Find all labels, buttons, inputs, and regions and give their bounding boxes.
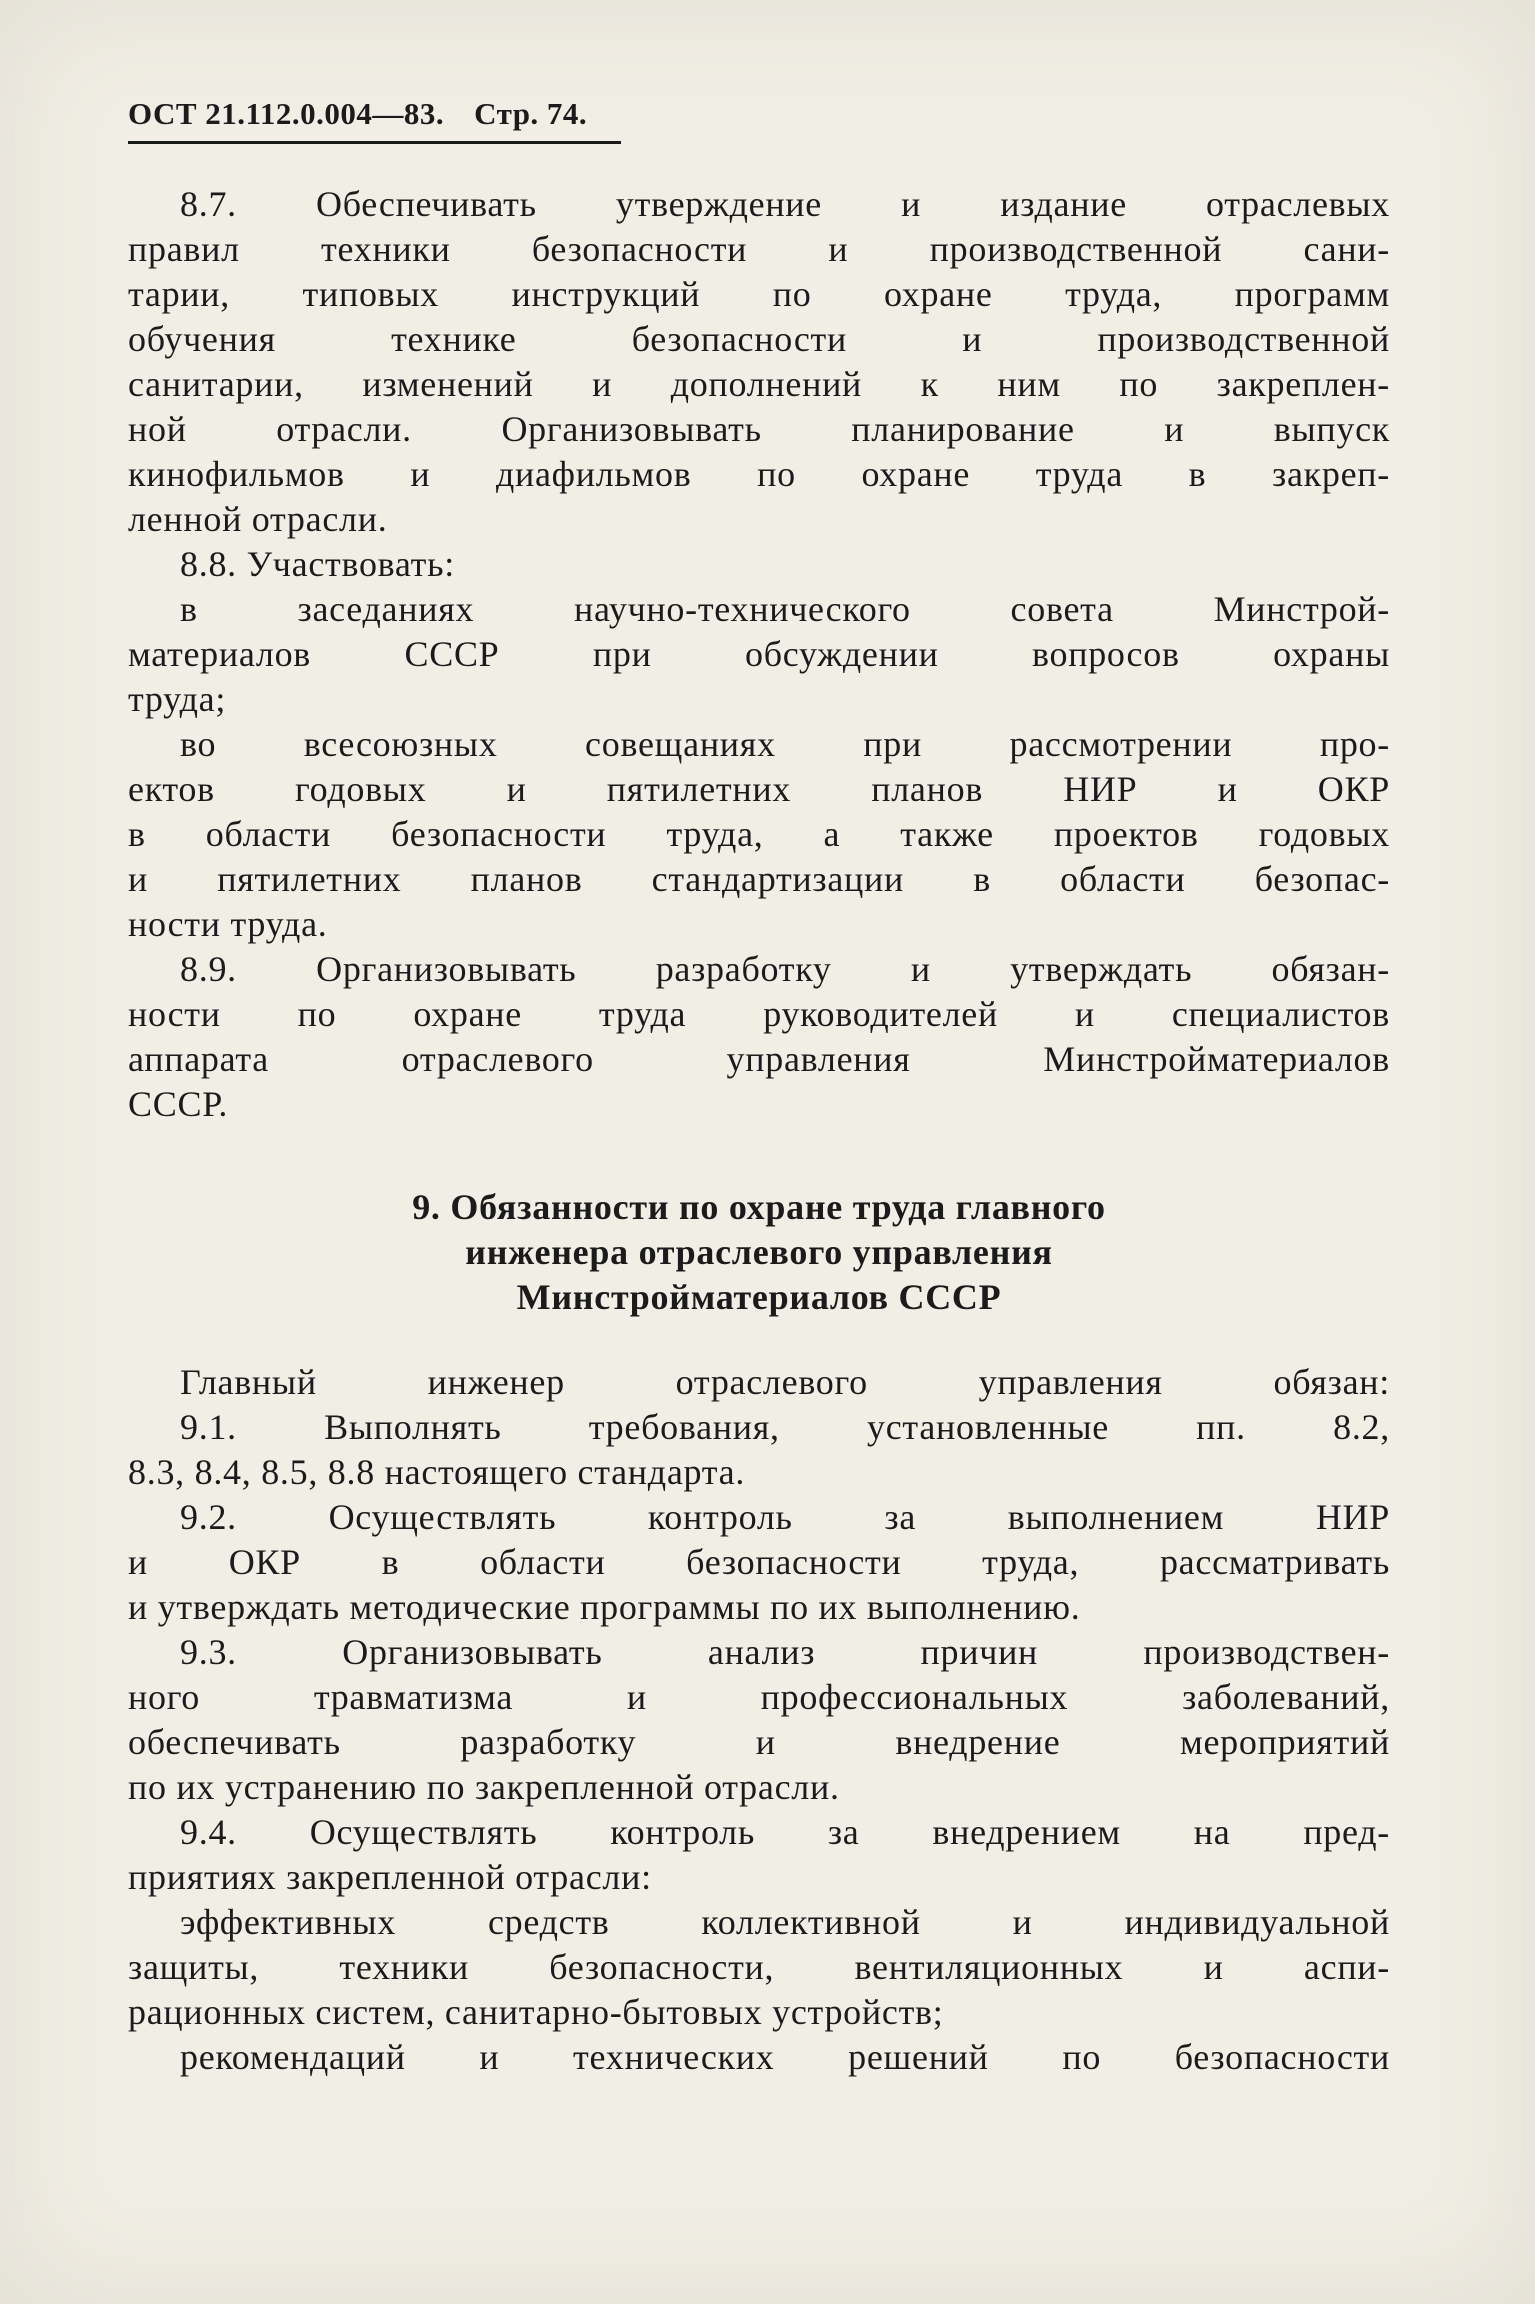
paragraph xyxy=(128,947,1390,1127)
text-line: 9.4. Осуществлять контроль за внедрением на пред- xyxy=(180,1812,1390,1852)
text-line: правил техники безопасности и производственной сани- xyxy=(128,229,1390,269)
text-line: 9.2. Осуществлять контроль за выполнением НИР xyxy=(180,1497,1390,1537)
paragraph xyxy=(128,587,1390,722)
text-line: ленной отрасли. xyxy=(128,499,388,539)
text-line: приятиях закрепленной отрасли: xyxy=(128,1857,652,1897)
heading-line: 9. Обязанности по охране труда главного xyxy=(412,1187,1106,1227)
text-line: и пятилетних планов стандартизации в области безопас- xyxy=(128,859,1390,899)
text-line: обеспечивать разработку и внедрение мероприятий xyxy=(128,1722,1390,1762)
heading-line: Минстройматериалов СССР xyxy=(516,1277,1002,1317)
text-line: и утверждать методические программы по их выполнению. xyxy=(128,1587,1081,1627)
section-heading xyxy=(128,1185,1390,1320)
text-line: по их устранению по закрепленной отрасли. xyxy=(128,1767,840,1807)
text-line: защиты, техники безопасности, вентиляционных и аспи- xyxy=(128,1947,1390,1987)
text-line: 8.7. Обеспечивать утверждение и издание отраслевых xyxy=(180,184,1390,224)
text-line: и ОКР в области безопасности труда, рассматривать xyxy=(128,1542,1390,1582)
paragraph xyxy=(128,1360,1390,1405)
text-line: рекомендаций и технических решений по безопасности xyxy=(180,2037,1390,2077)
text-line: эффективных средств коллективной и индивидуальной xyxy=(180,1902,1390,1942)
paragraph xyxy=(128,1630,1390,1810)
paragraph xyxy=(128,1495,1390,1630)
paragraph xyxy=(128,1810,1390,1900)
paragraph xyxy=(128,542,1390,587)
paragraph xyxy=(128,2035,1390,2080)
header-page-number: Стр. 74. xyxy=(474,96,588,131)
text-line: Главный инженер отраслевого управления обязан: xyxy=(180,1362,1390,1402)
text-line: материалов СССР при обсуждении вопросов охраны xyxy=(128,634,1390,674)
text-line: 8.9. Организовывать разработку и утверждать обязан- xyxy=(180,949,1390,989)
paragraph xyxy=(128,1900,1390,2035)
paragraph xyxy=(128,1405,1390,1495)
text-line: кинофильмов и диафильмов по охране труда в закреп- xyxy=(128,454,1390,494)
paragraph xyxy=(128,182,1390,542)
text-line: 9.1. Выполнять требования, установленные пп. 8.2, xyxy=(180,1407,1390,1447)
text-line: 8.8. Участвовать: xyxy=(180,544,455,584)
document-body xyxy=(128,182,1390,2080)
page-content xyxy=(128,96,1390,2080)
text-line: ектов годовых и пятилетних планов НИР и ОКР xyxy=(128,769,1390,809)
text-line: рационных систем, санитарно-бытовых устройств; xyxy=(128,1992,944,2032)
text-line: СССР. xyxy=(128,1084,229,1124)
text-line: труда; xyxy=(128,679,227,719)
text-line: ности по охране труда руководителей и специалистов xyxy=(128,994,1390,1034)
header-standard-number: ОСТ 21.112.0.004—83. xyxy=(128,96,445,131)
text-line: во всесоюзных совещаниях при рассмотрении про- xyxy=(180,724,1390,764)
page-header xyxy=(128,96,621,144)
heading-line: инженера отраслевого управления xyxy=(465,1232,1053,1272)
text-line: в области безопасности труда, а также проектов годовых xyxy=(128,814,1390,854)
text-line: в заседаниях научно-технического совета Минстрой- xyxy=(180,589,1390,629)
text-line: 8.3, 8.4, 8.5, 8.8 настоящего стандарта. xyxy=(128,1452,746,1492)
text-line: 9.3. Организовывать анализ причин производствен- xyxy=(180,1632,1390,1672)
text-line: ности труда. xyxy=(128,904,328,944)
text-line: тарии, типовых инструкций по охране труда, программ xyxy=(128,274,1390,314)
text-line: ной отрасли. Организовывать планирование и выпуск xyxy=(128,409,1390,449)
text-line: обучения технике безопасности и производственной xyxy=(128,319,1390,359)
text-line: санитарии, изменений и дополнений к ним по закреплен- xyxy=(128,364,1390,404)
text-line: аппарата отраслевого управления Минстройматериалов xyxy=(128,1039,1390,1079)
paragraph xyxy=(128,722,1390,947)
text-line: ного травматизма и профессиональных заболеваний, xyxy=(128,1677,1390,1717)
